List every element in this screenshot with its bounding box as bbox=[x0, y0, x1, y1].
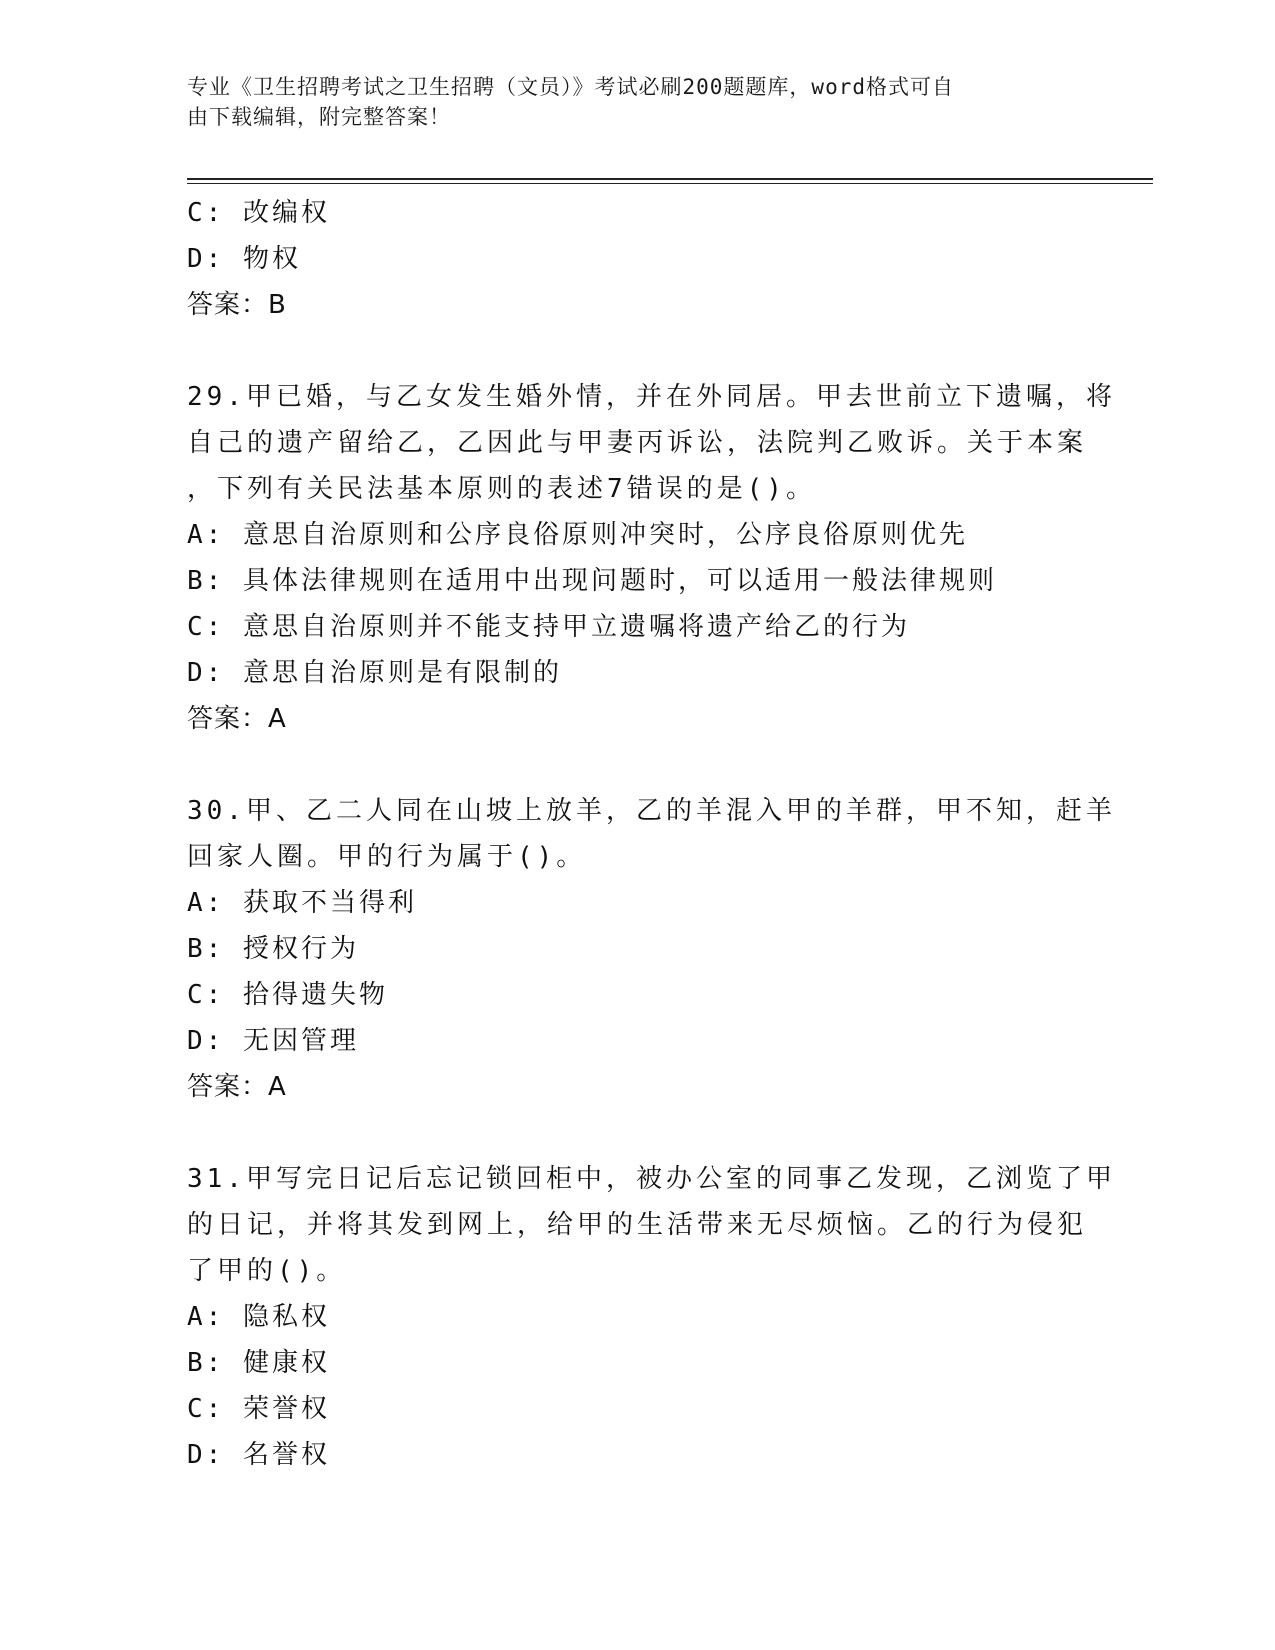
question-stem bbox=[187, 374, 1116, 512]
spacer bbox=[187, 742, 1067, 788]
stem-line: ，下列有关民法基本原则的表述7错误的是()。 bbox=[187, 474, 816, 504]
question-31 bbox=[187, 1156, 1116, 1478]
stem-line: 31.甲写完日记后忘记锁回柜中，被办公室的同事乙发现，乙浏览了甲 bbox=[187, 1164, 1116, 1194]
question-stem bbox=[187, 1156, 1116, 1294]
option-c: C: 拾得遗失物 bbox=[187, 980, 388, 1010]
question-content bbox=[187, 190, 1116, 1478]
stem-line: 自己的遗产留给乙，乙因此与甲妻丙诉讼，法院判乙败诉。关于本案 bbox=[187, 428, 1088, 458]
stem-line: 了甲的()。 bbox=[187, 1256, 347, 1286]
stem-line: 29.甲已婚，与乙女发生婚外情，并在外同居。甲去世前立下遗嘱，将 bbox=[187, 382, 1116, 412]
stem-line: 回家人圈。甲的行为属于()。 bbox=[187, 842, 587, 872]
option-c: C: 改编权 bbox=[187, 198, 330, 228]
option-c: C: 荣誉权 bbox=[187, 1394, 330, 1424]
header-divider-thick bbox=[187, 178, 1153, 180]
option-a: A: 意思自治原则和公序良俗原则冲突时，公序良俗原则优先 bbox=[187, 520, 968, 550]
option-d: D: 意思自治原则是有限制的 bbox=[187, 658, 562, 688]
stem-line: 30.甲、乙二人同在山坡上放羊，乙的羊混入甲的羊群，甲不知，赶羊 bbox=[187, 796, 1116, 826]
option-d: D: 无因管理 bbox=[187, 1026, 359, 1056]
option-d: D: 物权 bbox=[187, 244, 301, 274]
answer: 答案：A bbox=[187, 1072, 287, 1102]
option-c: C: 意思自治原则并不能支持甲立遗嘱将遗产给乙的行为 bbox=[187, 612, 910, 642]
spacer bbox=[187, 1110, 1067, 1156]
header-line-2: 由下载编辑，附完整答案！ bbox=[187, 105, 451, 129]
answer: 答案：B bbox=[187, 290, 287, 320]
stem-line: 的日记，并将其发到网上，给甲的生活带来无尽烦恼。乙的行为侵犯 bbox=[187, 1210, 1088, 1240]
option-b: B: 具体法律规则在适用中出现问题时，可以适用一般法律规则 bbox=[187, 566, 997, 596]
previous-question-tail bbox=[187, 190, 1067, 328]
header-line-1: 专业《卫生招聘考试之卫生招聘（文员）》考试必刷200题题库，word格式可自 bbox=[187, 75, 954, 99]
document-header bbox=[187, 72, 1067, 132]
option-b: B: 健康权 bbox=[187, 1348, 330, 1378]
option-a: A: 隐私权 bbox=[187, 1302, 330, 1332]
question-29 bbox=[187, 374, 1116, 742]
answer: 答案：A bbox=[187, 704, 287, 734]
spacer bbox=[187, 328, 1067, 374]
option-b: B: 授权行为 bbox=[187, 934, 359, 964]
header-divider-thin bbox=[187, 183, 1153, 184]
option-a: A: 获取不当得利 bbox=[187, 888, 417, 918]
question-stem bbox=[187, 788, 1116, 880]
question-30 bbox=[187, 788, 1116, 1110]
option-d: D: 名誉权 bbox=[187, 1440, 330, 1470]
